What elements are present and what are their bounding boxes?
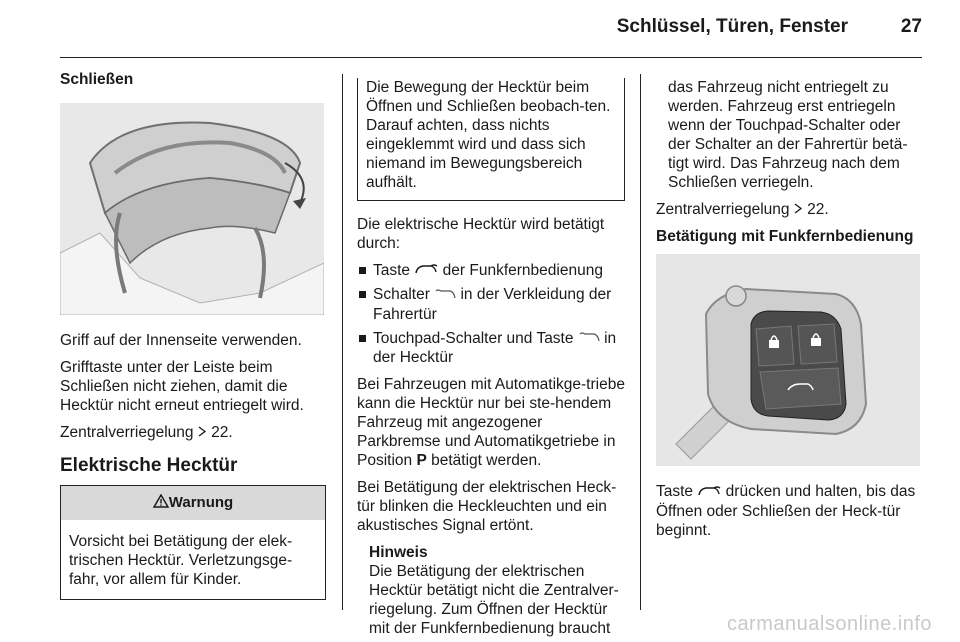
tailgate-open-image <box>60 103 324 315</box>
page-reference-arrow-icon <box>794 200 803 219</box>
header-rule <box>60 57 922 58</box>
paragraph-press-hold: Taste drücken und halten, bis das Öffnen oder Schließen der Heck-tür beginnt. <box>656 483 916 539</box>
section-subhead-remote: Betätigung mit Funkfernbedienung <box>656 228 914 246</box>
warning-box <box>60 485 326 600</box>
warning-title: Warnung <box>168 494 234 512</box>
paragraph-inner-handle: Griff auf der Innenseite verwenden. <box>60 332 302 349</box>
list-item: Touchpad-Schalter und Taste in der Hecktür <box>357 329 625 367</box>
page-reference-link[interactable]: 22. <box>807 201 829 218</box>
bullet-square-icon <box>359 267 366 274</box>
column-2 <box>357 78 625 638</box>
paragraph-central-locking-ref: Zentralverriegelung 22. <box>60 424 233 441</box>
bullet-square-icon <box>359 335 366 342</box>
column-3 <box>656 78 922 548</box>
tailgate-illustration <box>60 103 324 315</box>
tailgate-switch-icon <box>578 329 600 348</box>
paragraph-automatic-transmission: Bei Fahrzeugen mit Automatikge-triebe kann die Hecktür nur bei ste-hendem Fahrzeug mit angezogener Parkbremse und Automatikgetriebe in Position P betätigt werden. <box>357 376 625 470</box>
list-item: Taste der Funkfernbedienung <box>357 261 625 280</box>
page-header-title: Schlüssel, Türen, Fenster <box>616 16 848 37</box>
column-1 <box>60 70 326 600</box>
column-divider-2 <box>640 74 641 610</box>
warning-header <box>61 485 325 520</box>
paragraph-grip-button: Grifftaste unter der Leiste beim Schließen nicht ziehen, damit die Hecktür nicht erneut entriegelt wird. <box>60 359 304 414</box>
page-number: 27 <box>900 16 922 37</box>
warning-body: Vorsicht bei Betätigung der elek-trischen Hecktür. Verletzungsge-fahr, vor allem für Kinder. <box>69 532 293 588</box>
section-heading-power-tailgate: Elektrische Hecktür <box>60 455 238 477</box>
paragraph-operated-by: Die elektrische Hecktür wird betätigt durch: <box>357 216 605 252</box>
warning-triangle-icon <box>153 494 169 513</box>
remote-key-image <box>656 254 920 466</box>
note-body: Die Betätigung der elektrischen Hecktür betätigt nicht die Zentralver-riegelung. Zum Öffnen der Hecktür mit der Funkfernbedienung braucht <box>369 563 619 638</box>
watermark: carmanualsonline.info <box>726 613 932 635</box>
bullet-square-icon <box>359 291 366 298</box>
note-block <box>357 543 625 638</box>
page-reference-link[interactable]: 22. <box>211 424 233 441</box>
remote-key-illustration <box>656 254 920 466</box>
operation-list <box>357 261 625 367</box>
paragraph-signal: Bei Betätigung der elektrischen Heck-tür blinken die Heckleuchten und ein akustisches Signal ertönt. <box>357 479 617 535</box>
tailgate-button-icon <box>414 261 438 280</box>
column-divider-1 <box>342 74 343 610</box>
paragraph-unlock-continued: das Fahrzeug nicht entriegelt zu werden. Fahrzeug erst entriegeln wenn der Touchpad-Schalter oder der Schalter an der Fahrertür betä-tigt wird. Das Fahrzeug nach dem Schließen verriegeln. <box>668 79 908 191</box>
warning-continued-text: Die Bewegung der Hecktür beim Öffnen und Schließen beobach-ten. Darauf achten, dass nichts eingeklemmt wird und dass sich niemand im Bewegungsbereich aufhält. <box>366 79 611 191</box>
section-subhead-closing: Schließen <box>60 71 134 88</box>
warning-box-continued <box>357 78 625 201</box>
gear-position-p: P <box>416 452 427 470</box>
list-item: Schalter in der Verkleidung der Fahrertür <box>357 285 625 323</box>
page-reference-arrow-icon <box>198 423 207 442</box>
tailgate-button-icon <box>697 483 721 502</box>
note-title: Hinweis <box>369 544 428 562</box>
tailgate-switch-icon <box>434 286 456 305</box>
paragraph-central-locking-ref-2: Zentralverriegelung 22. <box>656 201 829 218</box>
